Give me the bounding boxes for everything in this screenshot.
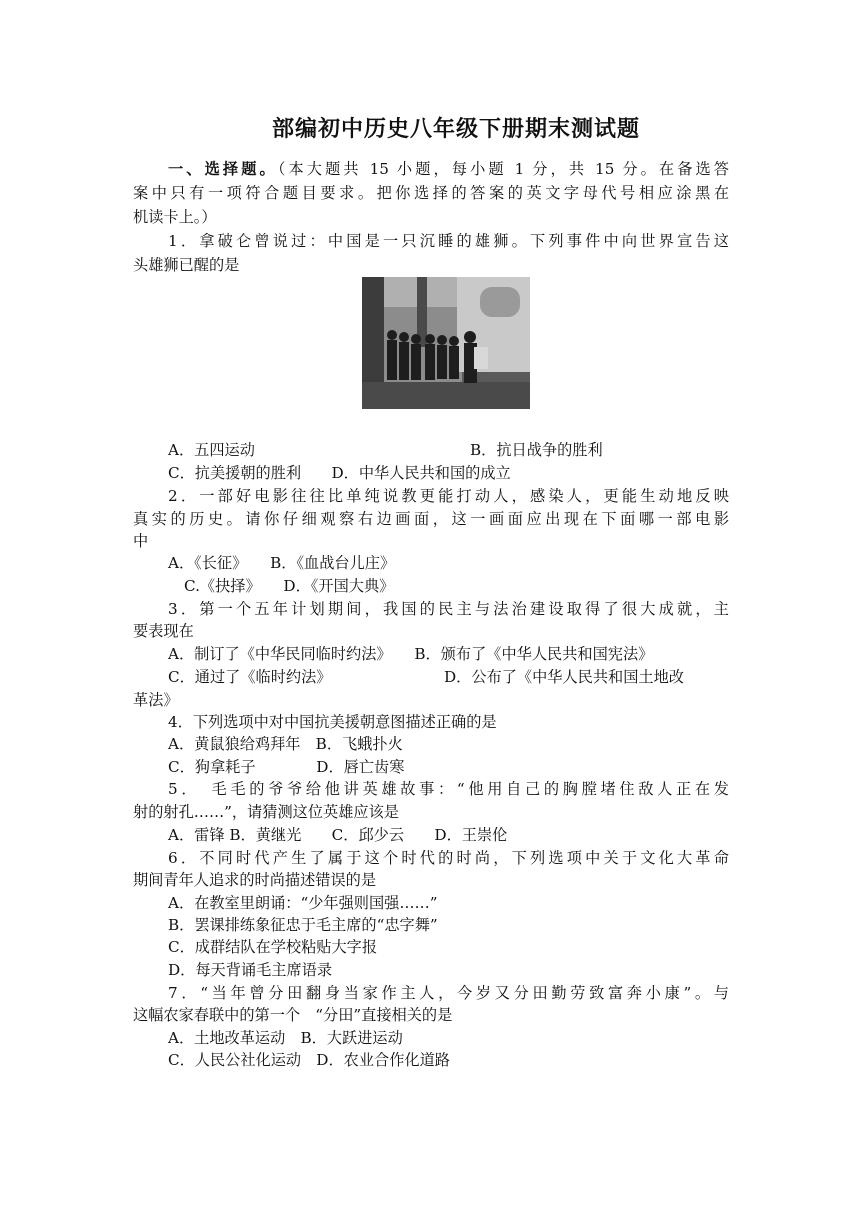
q1-option-b[interactable]: B．抗日战争的胜利 (470, 441, 603, 459)
q2-stem-2: 真实的历史。请你仔细观察右边画面，这一画面应出现在下面哪一部电影 (133, 510, 729, 528)
section-desc-2: 案中只有一项符合题目要求。把你选择的答案的英文字母代号相应涂黑在 (133, 184, 729, 202)
q1-founding-ceremony-photo (362, 277, 530, 409)
q2-options-ab[interactable]: A．《长征》 B．《血战台儿庄》 (168, 554, 396, 572)
q4-options-ab[interactable]: A．黄鼠狼给鸡拜年 B．飞蛾扑火 (168, 735, 403, 753)
q6-option-c[interactable]: C．成群结队在学校粘贴大字报 (168, 938, 378, 956)
q4-stem: 4．下列选项中对中国抗美援朝意图描述正确的是 (168, 713, 497, 731)
q6-option-d[interactable]: D．每天背诵毛主席语录 (168, 961, 333, 979)
q1-stem-1: 1．拿破仑曾说过：中国是一只沉睡的雄狮。下列事件中向世界宣告这 (168, 232, 729, 250)
q6-stem-1: 6．不同时代产生了属于这个时代的时尚，下列选项中关于文化大革命 (168, 849, 729, 867)
q3-stem-2: 要表现在 (133, 622, 194, 640)
q1-options-cd[interactable]: C．抗美援朝的胜利 D．中华人民共和国的成立 (168, 464, 511, 482)
q3-stem-1: 3．第一个五年计划期间，我国的民主与法治建设取得了很大成就，主 (168, 600, 729, 618)
q1-stem-2: 头雄狮已醒的是 (133, 256, 240, 274)
q7-options-ab[interactable]: A．土地改革运动 B．大跃进运动 (168, 1029, 403, 1047)
q6-option-b[interactable]: B．罢课排练象征忠于毛主席的“忠字舞” (168, 916, 438, 934)
section-desc-1: （本大题共 15 小题，每小题 1 分，共 15 分。在备选答 (277, 160, 729, 178)
q3-option-c[interactable]: C．通过了《临时约法》 (168, 668, 332, 686)
section-intro (168, 158, 729, 181)
q2-stem-1: 2．一部好电影往往比单纯说教更能打动人，感染人，更能生动地反映 (168, 487, 729, 505)
q2-stem-3: 中 (133, 532, 149, 550)
q3-option-d[interactable]: D．公布了《中华人民共和国土地改 (444, 668, 684, 686)
q6-option-a[interactable]: A．在教室里朗诵：“少年强则国强……” (168, 894, 438, 912)
q1-option-a[interactable]: A．五四运动 (168, 441, 255, 459)
q5-stem-1: 5． 毛毛的爷爷给他讲英雄故事：“他用自己的胸膛堵住敌人正在发 (168, 780, 729, 798)
q2-options-cd[interactable]: C.《抉择》 D．《开国大典》 (184, 577, 395, 595)
section-desc-3: 机读卡上。） (133, 208, 217, 226)
q5-options[interactable]: A．雷锋 B．黄继光 C．邱少云 D．王崇伦 (168, 826, 508, 844)
photo-illustration (362, 277, 530, 409)
q3-options-cd (168, 666, 729, 689)
q6-stem-2: 期间青年人追求的时尚描述错误的是 (133, 871, 376, 889)
q7-stem-1: 7．“当年曾分田翻身当家作主人，今岁又分田勤劳致富奔小康”。与 (168, 984, 729, 1002)
q3-option-d-cont: 革法》 (133, 691, 179, 709)
page-title: 部编初中历史八年级下册期末测试题 (271, 117, 640, 142)
q5-stem-2: 射的射孔……”，请猜测这位英雄应该是 (133, 803, 399, 821)
q1-options-ab (168, 439, 729, 462)
q3-options-ab[interactable]: A．制订了《中华民同临时约法》 B．颁布了《中华人民共和国宪法》 (168, 645, 654, 663)
q4-options-cd[interactable]: C．狗拿耗子 D．唇亡齿寒 (168, 758, 405, 776)
q7-stem-2: 这幅农家春联中的第一个 “分田”直接相关的是 (133, 1006, 453, 1024)
section-heading: 一、选择题。 (168, 160, 278, 178)
q7-options-cd[interactable]: C．人民公社化运动 D．农业合作化道路 (168, 1051, 450, 1069)
